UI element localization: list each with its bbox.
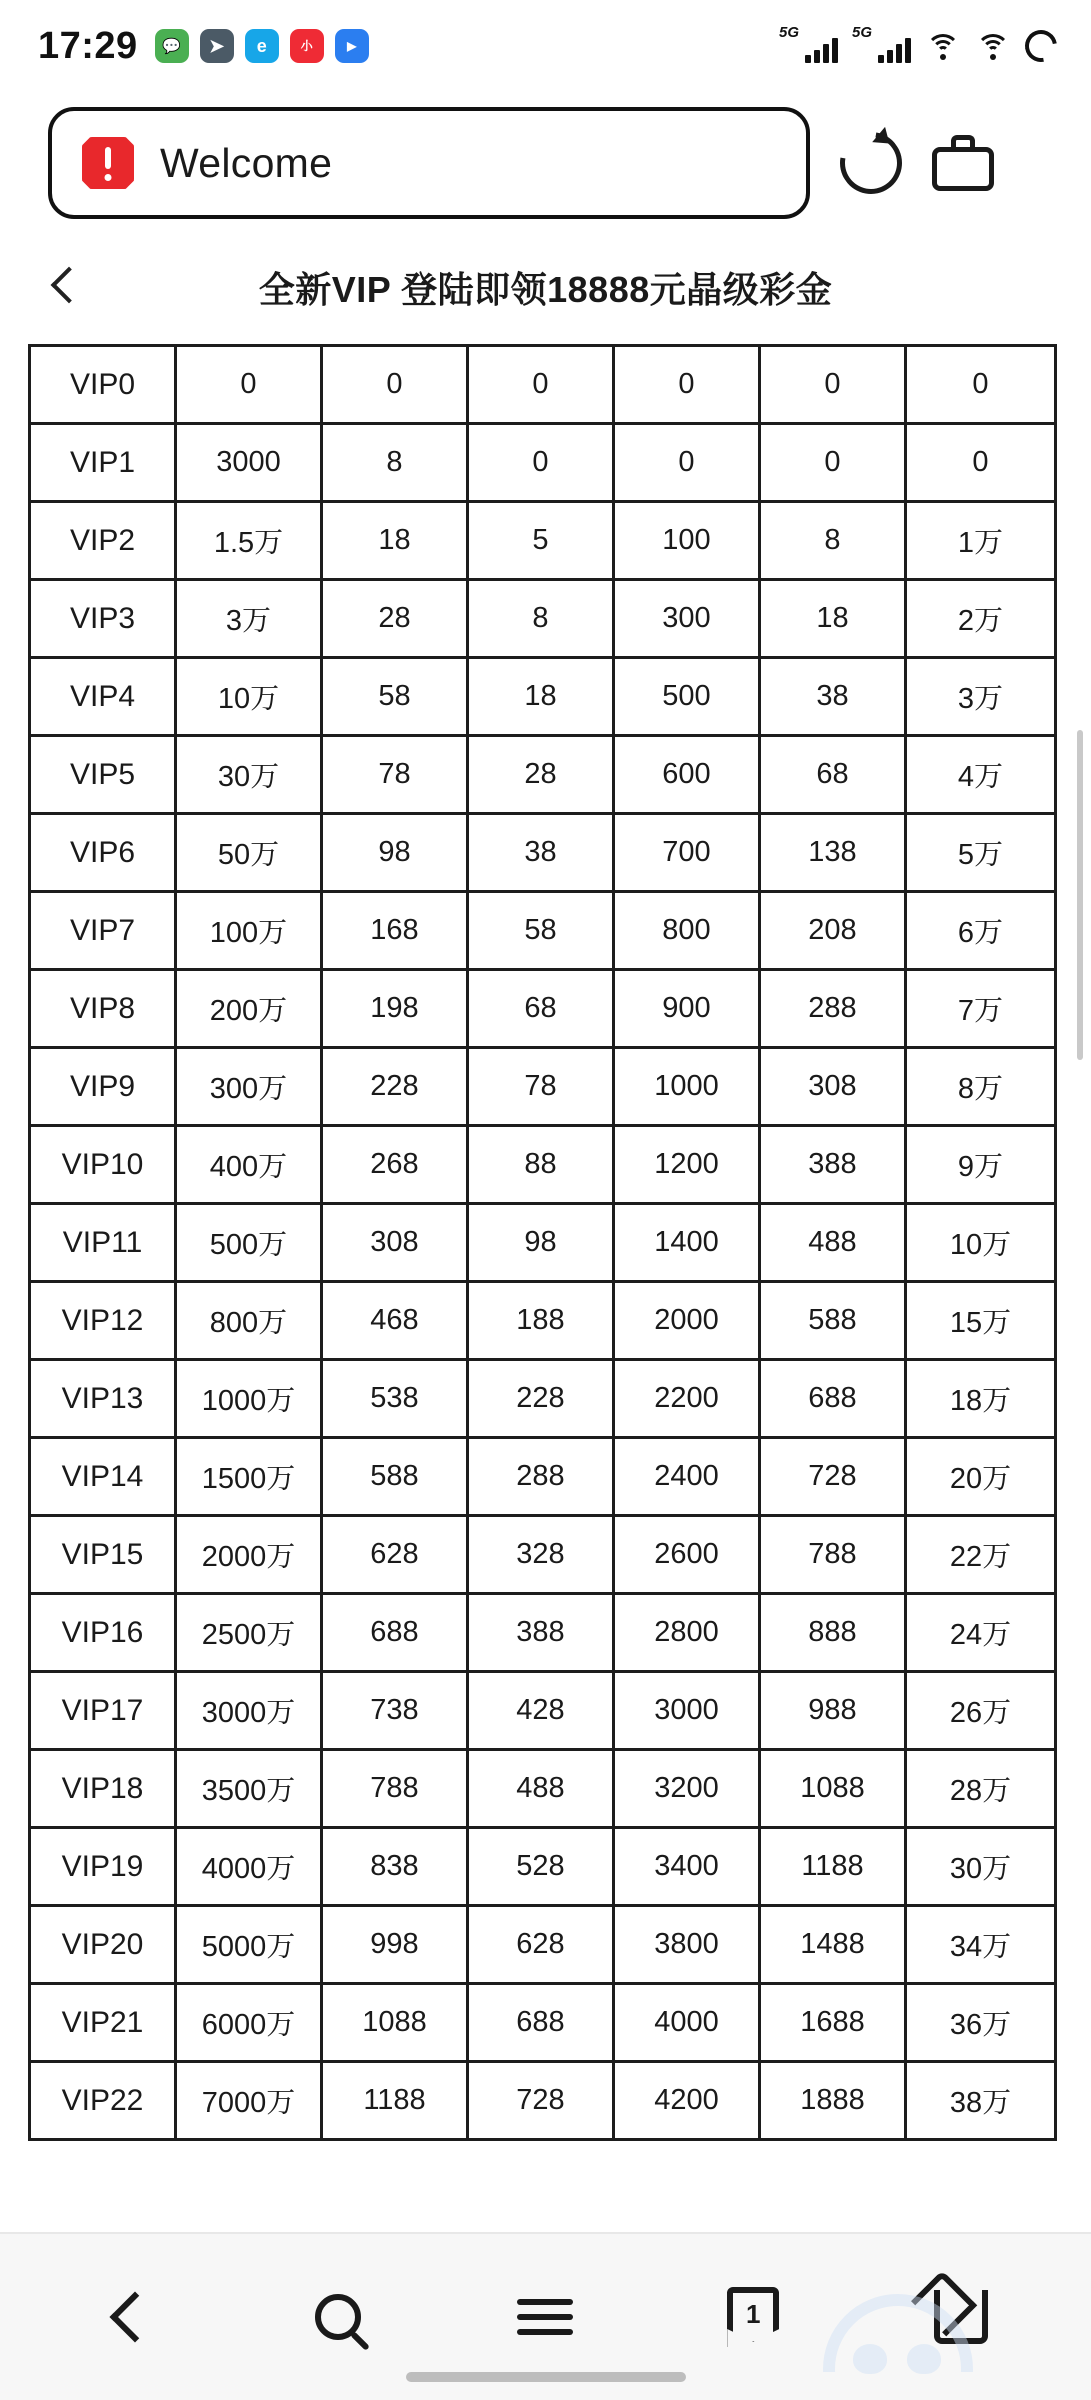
table-cell-level: VIP6 [30,814,176,892]
video-app-icon: ▶ [335,29,369,63]
table-cell: 58 [468,892,614,970]
table-cell: 4200 [614,2062,760,2140]
table-row [30,1516,1056,1594]
table-cell: 18万 [906,1360,1056,1438]
table-cell: 36万 [906,1984,1056,2062]
table-cell: 98 [468,1204,614,1282]
table-cell: 1688 [760,1984,906,2062]
status-system-icons [779,24,1057,63]
table-row [30,424,1056,502]
table-cell: 28万 [906,1750,1056,1828]
table-row [30,1282,1056,1360]
telegram-icon: ➤ [200,29,234,63]
page-header [0,234,1091,340]
table-cell: 308 [322,1204,468,1282]
table-cell: 3400 [614,1828,760,1906]
table-cell: 628 [468,1906,614,1984]
table-cell: 8 [322,424,468,502]
table-row [30,1906,1056,1984]
table-cell: 2000万 [176,1516,322,1594]
table-cell: 5000万 [176,1906,322,1984]
table-cell: 1.5万 [176,502,322,580]
table-cell: 0 [906,346,1056,424]
table-cell: 688 [760,1360,906,1438]
table-cell-level: VIP9 [30,1048,176,1126]
table-row [30,1438,1056,1516]
table-cell: 5万 [906,814,1056,892]
table-cell: 688 [468,1984,614,2062]
table-cell-level: VIP4 [30,658,176,736]
table-cell: 888 [760,1594,906,1672]
table-cell: 68 [468,970,614,1048]
table-cell: 138 [760,814,906,892]
table-cell: 28 [322,580,468,658]
table-cell: 1088 [760,1750,906,1828]
table-cell: 8万 [906,1048,1056,1126]
table-row [30,1360,1056,1438]
table-cell: 98 [322,814,468,892]
address-bar-text: Welcome [160,139,333,186]
table-cell-level: VIP15 [30,1516,176,1594]
table-cell: 22万 [906,1516,1056,1594]
table-cell: 1188 [322,2062,468,2140]
nav-tabs-button[interactable] [698,2262,808,2372]
table-cell: 3000 [176,424,322,502]
table-cell: 4万 [906,736,1056,814]
table-cell: 388 [760,1126,906,1204]
table-cell: 3200 [614,1750,760,1828]
table-cell: 50万 [176,814,322,892]
table-row [30,1828,1056,1906]
table-cell-level: VIP20 [30,1906,176,1984]
table-cell-level: VIP8 [30,970,176,1048]
vertical-scrollbar[interactable] [1077,730,1083,1060]
vip-table-container[interactable] [0,340,1091,2232]
table-cell: 28 [468,736,614,814]
table-cell: 8 [760,502,906,580]
table-cell: 1万 [906,502,1056,580]
vip-table [28,344,1057,2141]
table-cell: 5 [468,502,614,580]
table-cell: 388 [468,1594,614,1672]
table-cell: 34万 [906,1906,1056,1984]
table-cell: 528 [468,1828,614,1906]
table-cell: 18 [322,502,468,580]
wifi-icon-1 [925,32,961,60]
table-cell: 2200 [614,1360,760,1438]
table-cell-level: VIP18 [30,1750,176,1828]
table-row [30,736,1056,814]
table-cell: 268 [322,1126,468,1204]
table-cell: 18 [468,658,614,736]
table-cell: 428 [468,1672,614,1750]
table-cell: 2600 [614,1516,760,1594]
table-row [30,1984,1056,2062]
table-cell: 4000 [614,1984,760,2062]
table-cell: 10万 [176,658,322,736]
table-cell: 100万 [176,892,322,970]
table-cell: 38 [468,814,614,892]
signal-5g-icon-1 [779,24,838,63]
table-cell: 20万 [906,1438,1056,1516]
browser-toolbar [0,92,1091,234]
table-cell-level: VIP19 [30,1828,176,1906]
table-cell-level: VIP14 [30,1438,176,1516]
table-cell: 1400 [614,1204,760,1282]
table-row [30,502,1056,580]
table-cell: 9万 [906,1126,1056,1204]
table-cell: 538 [322,1360,468,1438]
table-row [30,658,1056,736]
table-cell: 7000万 [176,2062,322,2140]
table-cell: 800 [614,892,760,970]
table-cell: 208 [760,892,906,970]
table-cell: 168 [322,892,468,970]
table-cell: 24万 [906,1594,1056,1672]
status-time: 17:29 [38,24,138,67]
table-cell: 288 [468,1438,614,1516]
table-row [30,580,1056,658]
table-row [30,1048,1056,1126]
table-cell: 1500万 [176,1438,322,1516]
table-cell: 688 [322,1594,468,1672]
signal-5g-label-2: 5G [852,24,873,41]
table-cell-level: VIP7 [30,892,176,970]
table-cell: 838 [322,1828,468,1906]
table-cell: 2800 [614,1594,760,1672]
table-cell: 788 [322,1750,468,1828]
table-cell-level: VIP2 [30,502,176,580]
table-cell: 4000万 [176,1828,322,1906]
table-cell: 58 [322,658,468,736]
table-cell: 3万 [906,658,1056,736]
table-cell: 300万 [176,1048,322,1126]
table-row [30,1204,1056,1282]
table-cell-level: VIP13 [30,1360,176,1438]
table-cell: 788 [760,1516,906,1594]
table-cell: 728 [468,2062,614,2140]
table-cell: 26万 [906,1672,1056,1750]
page-title: 全新VIP 登陆即领18888元晶级彩金 [258,268,833,310]
table-cell: 38 [760,658,906,736]
table-cell: 728 [760,1438,906,1516]
table-cell: 488 [760,1204,906,1282]
table-cell: 228 [322,1048,468,1126]
table-cell: 8 [468,580,614,658]
table-cell: 3000 [614,1672,760,1750]
table-cell: 1488 [760,1906,906,1984]
table-cell: 188 [468,1282,614,1360]
table-cell: 308 [760,1048,906,1126]
toolbox-icon[interactable] [932,135,994,191]
table-cell: 988 [760,1672,906,1750]
table-cell: 3800 [614,1906,760,1984]
table-cell: 78 [322,736,468,814]
table-cell: 0 [468,346,614,424]
table-cell: 700 [614,814,760,892]
table-cell: 400万 [176,1126,322,1204]
table-cell: 15万 [906,1282,1056,1360]
table-cell-level: VIP0 [30,346,176,424]
table-cell: 300 [614,580,760,658]
table-cell-level: VIP12 [30,1282,176,1360]
table-row [30,892,1056,970]
table-cell: 628 [322,1516,468,1594]
table-cell: 900 [614,970,760,1048]
table-cell: 2400 [614,1438,760,1516]
reload-icon[interactable] [840,132,902,194]
table-cell: 6000万 [176,1984,322,2062]
table-cell: 200万 [176,970,322,1048]
table-cell: 1000万 [176,1360,322,1438]
table-row [30,1126,1056,1204]
home-indicator [406,2372,686,2382]
table-cell: 6万 [906,892,1056,970]
browser-e-icon: e [245,29,279,63]
table-cell: 1888 [760,2062,906,2140]
table-cell: 1200 [614,1126,760,1204]
nav-search-button[interactable] [283,2262,393,2372]
table-cell-level: VIP11 [30,1204,176,1282]
table-cell: 1000 [614,1048,760,1126]
table-cell: 18 [760,580,906,658]
table-cell: 998 [322,1906,468,1984]
table-cell: 88 [468,1126,614,1204]
table-cell-level: VIP1 [30,424,176,502]
xiaohongshu-icon: 小 [290,29,324,63]
table-cell: 7万 [906,970,1056,1048]
table-row [30,346,1056,424]
table-cell: 0 [614,424,760,502]
wechat-icon: 💬 [155,29,189,63]
vip-table-body [30,346,1056,2140]
warning-icon [82,137,134,189]
table-cell: 3000万 [176,1672,322,1750]
table-cell: 488 [468,1750,614,1828]
table-cell: 0 [760,424,906,502]
table-cell-level: VIP5 [30,736,176,814]
table-cell: 30万 [176,736,322,814]
table-cell-level: VIP10 [30,1126,176,1204]
table-cell: 3500万 [176,1750,322,1828]
table-cell: 468 [322,1282,468,1360]
table-cell-level: VIP3 [30,580,176,658]
table-cell: 68 [760,736,906,814]
table-cell-level: VIP17 [30,1672,176,1750]
browser-bottom-nav [0,2232,1091,2400]
signal-5g-icon-2 [852,24,911,63]
table-cell: 800万 [176,1282,322,1360]
signal-5g-label-1: 5G [779,24,800,41]
table-cell: 2500万 [176,1594,322,1672]
table-cell: 100 [614,502,760,580]
nav-back-button[interactable] [75,2262,185,2372]
wifi-icon-2 [975,32,1011,60]
table-cell: 738 [322,1672,468,1750]
battery-ring-icon [1019,24,1064,69]
nav-home-button[interactable] [906,2262,1016,2372]
table-cell: 500万 [176,1204,322,1282]
table-row [30,2062,1056,2140]
nav-tabs-count: 1 [746,2298,761,2329]
table-cell: 1088 [322,1984,468,2062]
table-cell: 30万 [906,1828,1056,1906]
table-cell: 2000 [614,1282,760,1360]
table-cell: 600 [614,736,760,814]
table-row [30,1672,1056,1750]
table-cell: 0 [614,346,760,424]
table-cell: 228 [468,1360,614,1438]
table-row [30,814,1056,892]
table-cell-level: VIP21 [30,1984,176,2062]
table-cell: 0 [176,346,322,424]
table-cell: 38万 [906,2062,1056,2140]
table-cell: 10万 [906,1204,1056,1282]
table-cell: 2万 [906,580,1056,658]
table-cell: 198 [322,970,468,1048]
status-notification-icons [155,29,369,63]
table-cell: 1188 [760,1828,906,1906]
table-cell: 3万 [176,580,322,658]
table-row [30,1750,1056,1828]
table-cell: 328 [468,1516,614,1594]
table-cell: 588 [322,1438,468,1516]
table-cell: 288 [760,970,906,1048]
table-row [30,1594,1056,1672]
table-cell: 0 [468,424,614,502]
table-row [30,970,1056,1048]
table-cell-level: VIP16 [30,1594,176,1672]
address-bar[interactable] [48,107,810,219]
table-cell: 78 [468,1048,614,1126]
table-cell: 0 [906,424,1056,502]
table-cell: 500 [614,658,760,736]
table-cell: 588 [760,1282,906,1360]
back-chevron-icon[interactable] [34,256,96,318]
nav-menu-button[interactable] [490,2262,600,2372]
table-cell-level: VIP22 [30,2062,176,2140]
status-bar [0,0,1091,92]
table-cell: 0 [322,346,468,424]
table-cell: 0 [760,346,906,424]
